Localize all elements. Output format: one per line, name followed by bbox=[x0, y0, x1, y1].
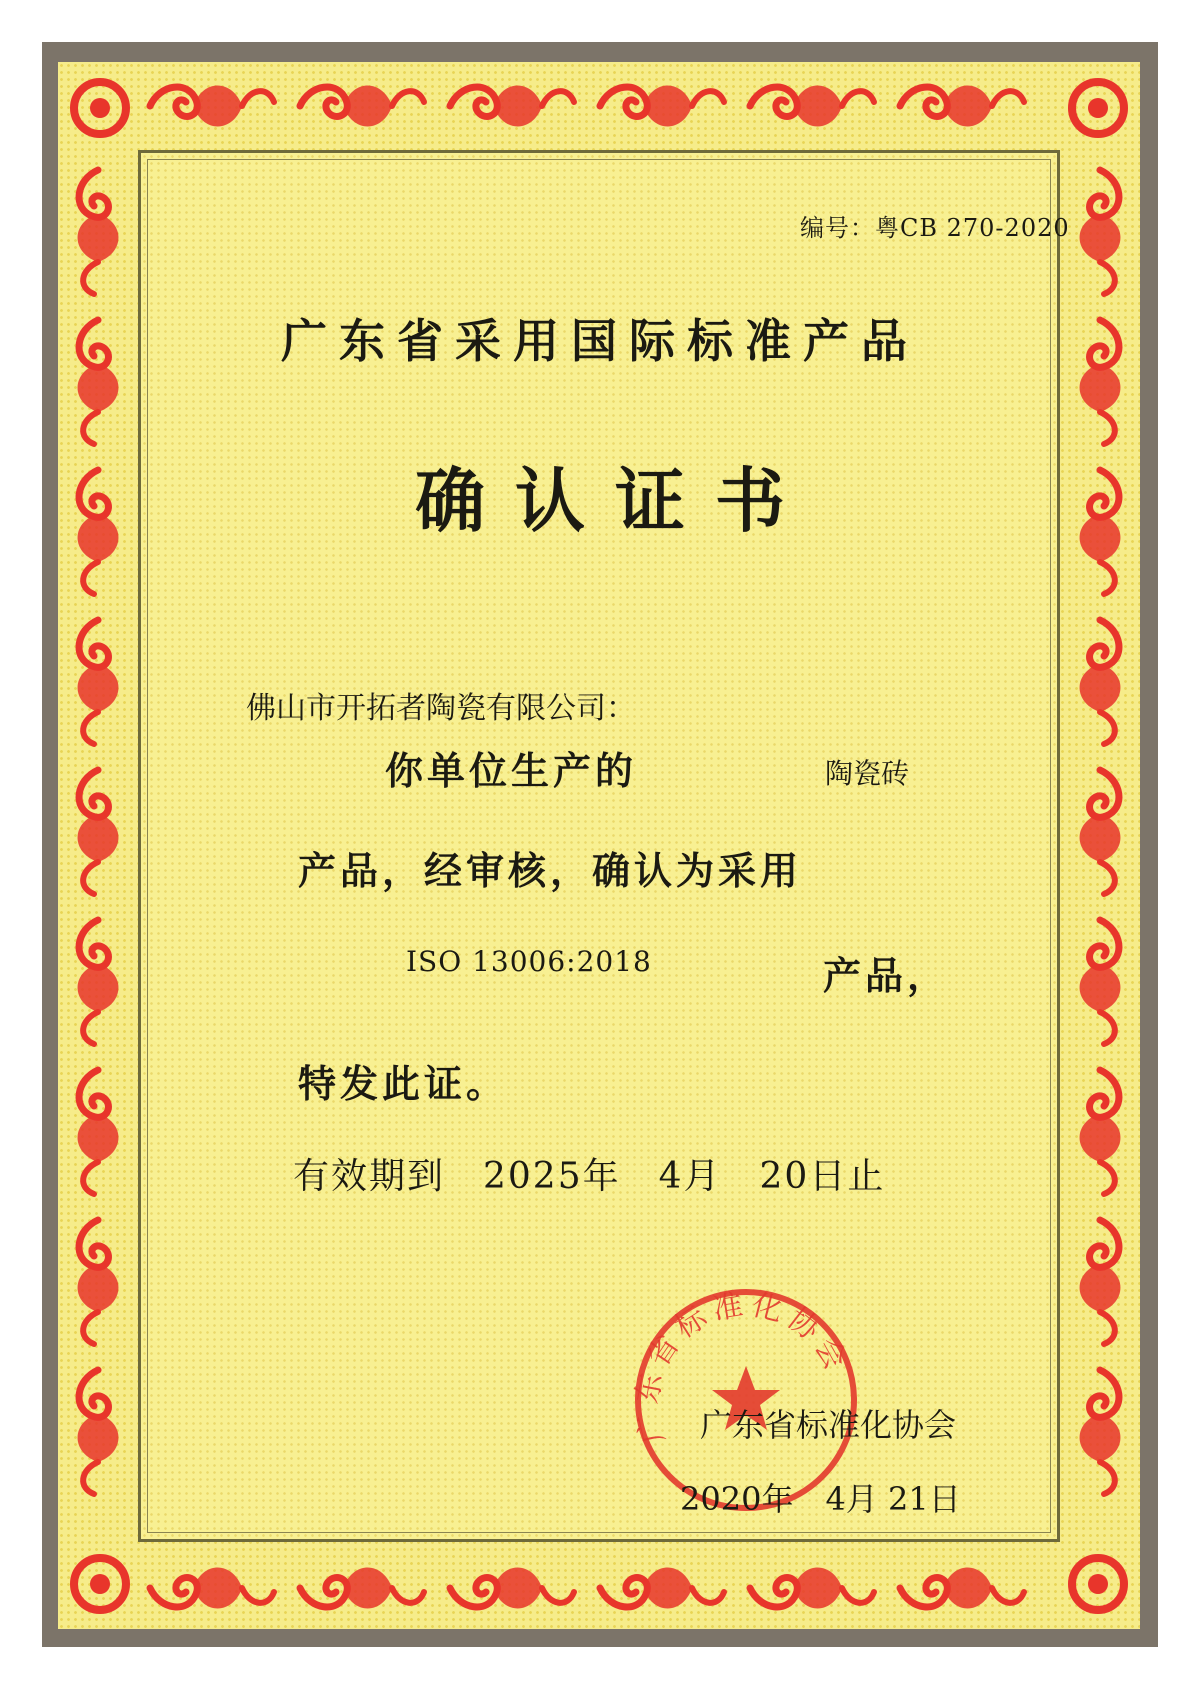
certificate-title-line2: 确认证书 bbox=[415, 459, 815, 542]
seal-arc-text: 广东省标准化协会 bbox=[629, 1286, 856, 1447]
certificate-serial-number: 编号：粤CB 270-2020 bbox=[800, 214, 1070, 242]
product-name: 陶瓷砖 bbox=[825, 757, 910, 790]
recipient-company: 佛山市开拓者陶瓷有限公司： bbox=[246, 691, 636, 726]
body-line-confirmed: 产品，经审核，确认为采用 bbox=[298, 848, 803, 893]
standard-code: ISO 13006:2018 bbox=[406, 945, 652, 978]
body-line-issued: 特发此证。 bbox=[298, 1061, 509, 1106]
body-line-produced: 你单位生产的 bbox=[385, 748, 638, 793]
body-line-product: 产品， bbox=[823, 953, 950, 998]
issuing-organization: 广东省标准化协会 bbox=[700, 1406, 957, 1444]
certificate-title-line1: 广东省采用国际标准产品 bbox=[281, 314, 919, 368]
issue-date: 2020年 4月 21日 bbox=[680, 1480, 961, 1518]
validity-period: 有效期到 2025年 4月 20日止 bbox=[293, 1156, 886, 1197]
